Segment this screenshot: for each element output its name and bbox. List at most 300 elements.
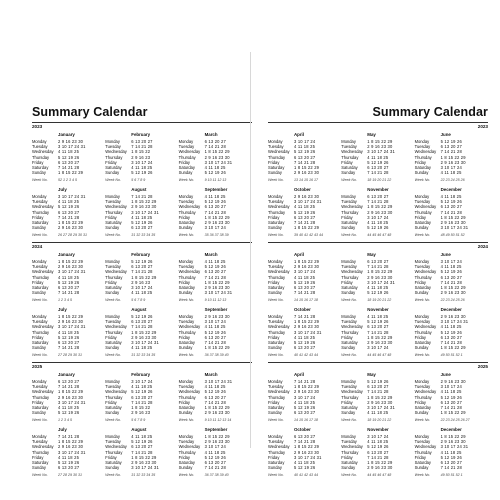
- day-name: Tuesday: [178, 384, 195, 390]
- day-name: Friday: [32, 334, 44, 340]
- month-name: July: [58, 187, 67, 192]
- day-name: Saturday: [105, 339, 122, 345]
- day-name: Wednesday: [341, 149, 363, 155]
- day-name: Sunday: [341, 410, 356, 416]
- day-name: Monday: [105, 379, 120, 384]
- day-dates: 2 9 16 23 30: [204, 410, 230, 416]
- week-label: Week No.: [178, 178, 195, 182]
- day-name: Thursday: [105, 449, 123, 455]
- day-dates: 2 9 16 23 30: [58, 444, 84, 450]
- month-calendar: [415, 132, 488, 185]
- day-name: Saturday: [105, 459, 122, 465]
- day-dates: 1 8 15 22 29: [294, 319, 320, 325]
- day-rows: [105, 259, 156, 295]
- day-name: Monday: [268, 434, 283, 439]
- week-label: Week No.: [105, 418, 122, 422]
- day-dates: 4 11 18 25: [367, 154, 389, 160]
- month-name: May: [367, 132, 376, 137]
- day-dates: 2 9 16 23 30: [204, 154, 230, 160]
- day-name: Thursday: [32, 394, 50, 400]
- day-dates: 6 13 20 27: [440, 399, 462, 405]
- month-name: November: [367, 187, 389, 192]
- day-name: Thursday: [178, 274, 196, 280]
- day-rows: [32, 139, 86, 175]
- week-numbers: 27 28 29 30 31: [58, 353, 82, 357]
- year-block: [32, 242, 252, 360]
- day-name: Thursday: [341, 154, 359, 160]
- day-dates: 4 11 18 25: [367, 284, 389, 290]
- day-name: Friday: [32, 399, 44, 405]
- week-numbers-row: [268, 178, 318, 182]
- week-numbers-row: [32, 353, 82, 357]
- day-name: Sunday: [341, 465, 356, 471]
- day-name: Sunday: [414, 465, 429, 471]
- day-dates: 3 10 17 24 31: [58, 269, 86, 275]
- day-dates: 1 8 15 22 29: [131, 274, 157, 280]
- day-name: Sunday: [32, 465, 46, 471]
- day-dates: 5 12 19 26: [204, 389, 226, 395]
- day-name: Thursday: [341, 274, 359, 280]
- day-dates: 1 8 15 22 29: [294, 384, 320, 390]
- week-numbers: 9 10 11 12 13: [204, 298, 227, 302]
- day-name: Sunday: [414, 345, 429, 351]
- day-name: Thursday: [414, 274, 432, 280]
- day-dates: 5 12 19 26: [294, 149, 316, 155]
- day-dates: 3 10 17 24 31: [58, 449, 86, 455]
- week-label: Week No.: [32, 233, 48, 237]
- day-name: Sunday: [178, 410, 193, 416]
- day-row: [179, 170, 233, 175]
- day-dates: 5 12 19 26: [440, 139, 462, 144]
- month-calendar: [341, 307, 414, 360]
- month-name: January: [58, 372, 75, 377]
- day-name: Thursday: [268, 274, 286, 280]
- month-name: October: [294, 307, 311, 312]
- day-name: Tuesday: [105, 384, 121, 390]
- day-dates: 1 8 15 22 29: [367, 459, 393, 465]
- day-dates: 1 8 15 22 29: [58, 219, 84, 225]
- day-name: Sunday: [341, 225, 356, 231]
- day-dates: 4 11 18 25: [131, 434, 153, 439]
- day-dates: 6 13 20 27: [294, 410, 316, 416]
- month-calendar: [32, 252, 105, 305]
- day-dates: 2 9 16 23 30: [294, 194, 320, 199]
- day-dates: 5 12 19 26: [131, 314, 153, 319]
- day-row: [341, 290, 395, 295]
- right-page: [268, 52, 488, 477]
- week-numbers-row: [415, 353, 463, 357]
- day-rows: [105, 434, 159, 470]
- month-row: [268, 372, 488, 425]
- day-dates: 5 12 19 26: [58, 334, 80, 340]
- day-dates: 1 8 15 22 29: [131, 454, 157, 460]
- day-name: Tuesday: [178, 439, 195, 445]
- day-row: [179, 410, 233, 415]
- month-calendar: [105, 307, 178, 360]
- year-rule: [32, 362, 252, 363]
- day-name: Saturday: [32, 404, 49, 410]
- day-name: Monday: [178, 259, 194, 264]
- day-name: Sunday: [268, 225, 282, 231]
- month-calendar: [32, 372, 105, 425]
- day-dates: 3 10 17 24: [367, 434, 389, 439]
- month-calendar: [341, 252, 414, 305]
- day-dates: 3 10 17 24: [204, 444, 226, 450]
- week-numbers: 36 37 38 39 40: [204, 473, 229, 477]
- day-dates: 3 10 17 24 31: [131, 465, 159, 471]
- month-calendar: [268, 307, 341, 360]
- day-dates: 1 8 15 22 29: [440, 154, 466, 160]
- day-dates: 4 11 18 25: [294, 399, 316, 405]
- day-dates: 2 9 16 23: [131, 410, 151, 416]
- day-name: Thursday: [105, 274, 123, 280]
- day-name: Friday: [341, 214, 353, 220]
- day-row: [415, 290, 466, 295]
- day-name: Saturday: [341, 459, 358, 465]
- day-dates: 3 10 17 24: [131, 379, 153, 384]
- day-name: Saturday: [268, 164, 285, 170]
- day-name: Thursday: [178, 329, 196, 335]
- week-numbers-row: [179, 353, 229, 357]
- month-calendar: [341, 132, 414, 185]
- year-label: 2025: [477, 364, 488, 369]
- year-label: 2024: [477, 244, 488, 249]
- week-numbers: 14 15 16 17 18: [294, 418, 318, 422]
- day-name: Tuesday: [414, 319, 431, 325]
- day-dates: 6 13 20 27: [58, 339, 80, 345]
- day-rows: [415, 139, 466, 175]
- day-name: Wednesday: [105, 204, 127, 210]
- day-dates: 5 12 19 26: [204, 329, 226, 335]
- month-calendar: [32, 187, 105, 240]
- day-name: Tuesday: [32, 319, 48, 325]
- day-name: Friday: [414, 334, 426, 340]
- day-name: Tuesday: [341, 319, 357, 325]
- day-dates: 5 12 19 26: [294, 209, 316, 215]
- day-dates: 7 14 21 28: [131, 324, 153, 330]
- week-numbers: 5 6 7 8 9: [131, 418, 146, 422]
- day-dates: 5 12 19 26: [58, 459, 80, 465]
- day-name: Saturday: [268, 219, 285, 225]
- day-dates: 7 14 21 28: [58, 384, 80, 390]
- day-dates: 7 14 21 28: [367, 199, 389, 205]
- day-rows: [415, 434, 469, 470]
- week-numbers: 49 50 51 52 1: [440, 473, 463, 477]
- day-name: Tuesday: [341, 384, 357, 390]
- day-row: [179, 290, 233, 295]
- day-name: Friday: [105, 159, 117, 165]
- day-dates: 4 11 18 25: [294, 459, 316, 465]
- day-row: [105, 225, 159, 230]
- day-rows: [32, 314, 86, 350]
- day-dates: 2 9 16 23 30: [440, 290, 466, 296]
- day-name: Tuesday: [32, 384, 48, 390]
- week-numbers: 27 28 29 30 31: [58, 473, 82, 477]
- day-name: Saturday: [178, 404, 195, 410]
- day-dates: 2 9 16 23 30: [367, 399, 393, 405]
- day-dates: 2 9 16 23 30: [294, 449, 320, 455]
- left-page: [32, 52, 252, 477]
- day-name: Tuesday: [268, 264, 284, 270]
- week-numbers: 9 10 11 12 13 14: [204, 418, 232, 422]
- day-name: Thursday: [268, 329, 286, 335]
- day-dates: 6 13 20 27: [440, 204, 462, 210]
- day-dates: 7 14 21 28: [440, 279, 462, 285]
- day-name: Wednesday: [32, 444, 54, 450]
- month-name: June: [440, 252, 451, 257]
- day-rows: [105, 194, 159, 230]
- day-dates: 3 10 17 24: [131, 159, 153, 165]
- week-numbers: 31 32 33 34 35: [131, 353, 156, 357]
- day-dates: 4 11 18 25: [367, 219, 389, 225]
- day-dates: 1 8 15 22 29: [294, 444, 320, 450]
- day-name: Tuesday: [341, 199, 357, 205]
- week-numbers: 40 41 42 43 44: [294, 473, 318, 477]
- day-dates: 2 9 16 23 30: [440, 379, 466, 384]
- day-name: Tuesday: [32, 199, 48, 205]
- day-dates: 6 13 20 27: [131, 139, 153, 144]
- week-numbers-row: [415, 233, 465, 237]
- day-name: Wednesday: [414, 149, 437, 155]
- day-name: Sunday: [105, 225, 120, 231]
- day-dates: 7 14 21 28: [131, 399, 153, 405]
- year-block: [32, 362, 252, 480]
- day-name: Saturday: [414, 219, 431, 225]
- day-rows: [341, 139, 395, 175]
- day-rows: [268, 259, 319, 295]
- week-label: Week No.: [341, 473, 358, 477]
- day-name: Sunday: [178, 290, 193, 296]
- day-dates: 5 12 19 26: [294, 339, 316, 345]
- day-row: [32, 170, 86, 175]
- week-numbers-row: [105, 233, 155, 237]
- day-name: Friday: [105, 399, 117, 405]
- week-numbers-row: [415, 418, 470, 422]
- week-numbers-row: [32, 233, 87, 237]
- day-name: Friday: [414, 279, 426, 285]
- day-name: Tuesday: [268, 144, 284, 150]
- day-dates: 4 11 18 25: [204, 449, 226, 455]
- day-dates: 1 8 15 22 29: [367, 269, 393, 275]
- day-name: Wednesday: [341, 324, 363, 330]
- week-label: Week No.: [341, 353, 358, 357]
- day-name: Sunday: [32, 345, 46, 351]
- day-dates: 3 10 17 24: [440, 164, 462, 170]
- year-label: 2023: [477, 124, 488, 129]
- day-rows: [341, 379, 395, 415]
- day-rows: [415, 314, 469, 350]
- day-name: Tuesday: [105, 199, 121, 205]
- week-numbers-row: [268, 353, 318, 357]
- month-name: August: [131, 307, 147, 312]
- day-dates: 6 13 20 27: [204, 269, 226, 275]
- day-dates: 5 12 19 26: [204, 264, 226, 270]
- day-dates: 3 10 17 24 31: [204, 290, 233, 296]
- day-dates: 7 14 21 28: [440, 404, 462, 410]
- day-dates: 4 11 18 25: [131, 290, 153, 296]
- day-name: Friday: [178, 214, 190, 220]
- month-calendar: [105, 252, 178, 305]
- day-dates: 1 8 15 22 29: [440, 434, 466, 439]
- day-dates: 2 9 16 23 30: [131, 204, 157, 210]
- day-name: Tuesday: [414, 384, 431, 390]
- week-label: Week No.: [414, 178, 431, 182]
- year-label: 2023: [32, 124, 43, 129]
- week-numbers-row: [32, 473, 82, 477]
- day-name: Saturday: [414, 164, 431, 170]
- day-name: Friday: [32, 159, 44, 165]
- day-dates: 3 10 17 24 31: [367, 149, 395, 155]
- week-label: Week No.: [178, 233, 195, 237]
- day-dates: 2 9 16 23 30: [294, 324, 320, 330]
- day-name: Thursday: [32, 274, 50, 280]
- day-dates: 1 8 15 22 29: [131, 329, 157, 335]
- day-dates: 4 11 18 25: [440, 389, 462, 395]
- month-calendar: [32, 132, 105, 185]
- week-numbers: 5 6 7 8 9: [131, 298, 146, 302]
- day-dates: 3 10 17 24 31: [204, 159, 233, 165]
- day-dates: 7 14 21 28: [204, 339, 226, 345]
- week-label: Week No.: [105, 233, 122, 237]
- day-name: Sunday: [414, 290, 429, 296]
- day-name: Thursday: [268, 154, 286, 160]
- week-numbers: 49 50 51 52 1: [440, 353, 463, 357]
- day-name: Monday: [32, 194, 47, 199]
- day-name: Tuesday: [105, 439, 121, 445]
- day-name: Monday: [105, 314, 120, 319]
- week-numbers-row: [415, 178, 465, 182]
- day-name: Tuesday: [105, 144, 121, 150]
- day-name: Wednesday: [414, 204, 437, 210]
- day-dates: 4 11 18 25: [204, 259, 226, 264]
- day-dates: 7 14 21 28: [440, 209, 462, 215]
- year-label: 2024: [32, 244, 43, 249]
- day-dates: 2 9 16 23 30: [204, 439, 230, 445]
- day-dates: 4 11 18 25: [204, 324, 226, 330]
- day-dates: 7 14 21 28: [58, 345, 80, 351]
- day-name: Friday: [178, 454, 190, 460]
- day-name: Monday: [268, 379, 283, 384]
- week-numbers: 1 2 3 4 5: [58, 298, 72, 302]
- day-row: [105, 170, 152, 175]
- day-dates: 7 14 21 28: [440, 465, 462, 471]
- day-dates: 7 14 21 28: [367, 170, 389, 176]
- month-name: September: [204, 427, 228, 432]
- day-dates: 6 13 20 27: [204, 334, 226, 340]
- day-name: Saturday: [268, 459, 285, 465]
- day-name: Thursday: [414, 394, 432, 400]
- day-dates: 1 8 15 22 29: [58, 170, 84, 176]
- day-name: Thursday: [341, 209, 359, 215]
- day-name: Saturday: [341, 219, 358, 225]
- day-rows: [415, 259, 466, 295]
- day-name: Tuesday: [268, 199, 284, 205]
- day-name: Wednesday: [32, 389, 54, 395]
- day-dates: 1 8 15 22 29: [204, 279, 230, 285]
- day-rows: [32, 259, 86, 295]
- day-dates: 1 8 15 22 29: [294, 225, 320, 231]
- day-name: Friday: [178, 399, 190, 405]
- day-name: Friday: [32, 279, 44, 285]
- day-dates: 1 8 15 22 29: [58, 259, 84, 264]
- day-dates: 1 8 15 22 29: [440, 410, 466, 416]
- day-name: Sunday: [341, 290, 356, 296]
- week-label: Week No.: [105, 473, 122, 477]
- day-name: Friday: [105, 279, 117, 285]
- day-dates: 2 9 16 23 30: [204, 219, 230, 225]
- day-rows: [415, 379, 466, 415]
- day-dates: 1 8 15 22 29: [131, 199, 157, 205]
- day-name: Monday: [178, 314, 194, 319]
- day-dates: 2 9 16 23 30: [367, 465, 393, 471]
- year-block: [268, 362, 488, 480]
- day-dates: 4 11 18 25: [131, 345, 153, 351]
- day-dates: 4 11 18 25: [58, 454, 80, 460]
- day-name: Tuesday: [268, 384, 284, 390]
- day-name: Saturday: [178, 339, 195, 345]
- week-numbers: 31 32 33 34 35: [131, 473, 156, 477]
- day-name: Friday: [341, 399, 353, 405]
- month-calendar: [179, 307, 252, 360]
- month-calendar: [32, 307, 105, 360]
- day-dates: 2 9 16 23 30: [440, 314, 466, 319]
- day-name: Sunday: [268, 290, 282, 296]
- week-label: Week No.: [414, 473, 431, 477]
- week-numbers: 18 19 20 21 22: [367, 178, 392, 182]
- day-dates: 4 11 18 25: [440, 194, 462, 199]
- day-name: Sunday: [105, 465, 120, 471]
- day-dates: 3 10 17 24 31: [58, 144, 86, 150]
- day-name: Friday: [178, 334, 190, 340]
- month-grid: [32, 252, 252, 360]
- day-dates: 4 11 18 25: [58, 274, 80, 280]
- day-name: Thursday: [32, 209, 50, 215]
- day-dates: 2 9 16 23 30: [367, 144, 393, 150]
- day-name: Wednesday: [178, 324, 201, 330]
- day-dates: 2 9 16 23 30: [294, 264, 320, 270]
- day-name: Saturday: [414, 459, 431, 465]
- week-numbers-row: [268, 473, 318, 477]
- week-numbers-row: [415, 473, 463, 477]
- day-name: Saturday: [32, 339, 49, 345]
- day-name: Monday: [105, 434, 120, 439]
- day-name: Friday: [414, 214, 426, 220]
- week-numbers-row: [105, 418, 145, 422]
- week-numbers: 22 23 24 25 26: [440, 178, 465, 182]
- day-row: [341, 170, 395, 175]
- month-calendar: [268, 132, 341, 185]
- day-name: Friday: [414, 454, 426, 460]
- day-name: Friday: [341, 279, 353, 285]
- day-name: Wednesday: [341, 204, 363, 210]
- week-label: Week No.: [341, 178, 358, 182]
- day-name: Wednesday: [268, 324, 290, 330]
- day-dates: 4 11 18 25: [440, 264, 462, 270]
- day-dates: 5 12 19 26: [440, 329, 462, 335]
- week-label: Week No.: [32, 353, 48, 357]
- day-dates: 6 13 20 27: [440, 459, 462, 465]
- week-numbers-row: [179, 418, 232, 422]
- day-row: [105, 410, 152, 415]
- day-name: Sunday: [105, 290, 120, 296]
- day-name: Thursday: [414, 329, 432, 335]
- month-name: August: [131, 187, 147, 192]
- day-dates: 2 9 16 23 30: [367, 274, 393, 280]
- day-dates: 4 11 18 25: [294, 334, 316, 340]
- day-dates: 7 14 21 28: [131, 144, 153, 150]
- day-name: Tuesday: [32, 439, 48, 445]
- day-dates: 1 8 15 22: [131, 149, 151, 155]
